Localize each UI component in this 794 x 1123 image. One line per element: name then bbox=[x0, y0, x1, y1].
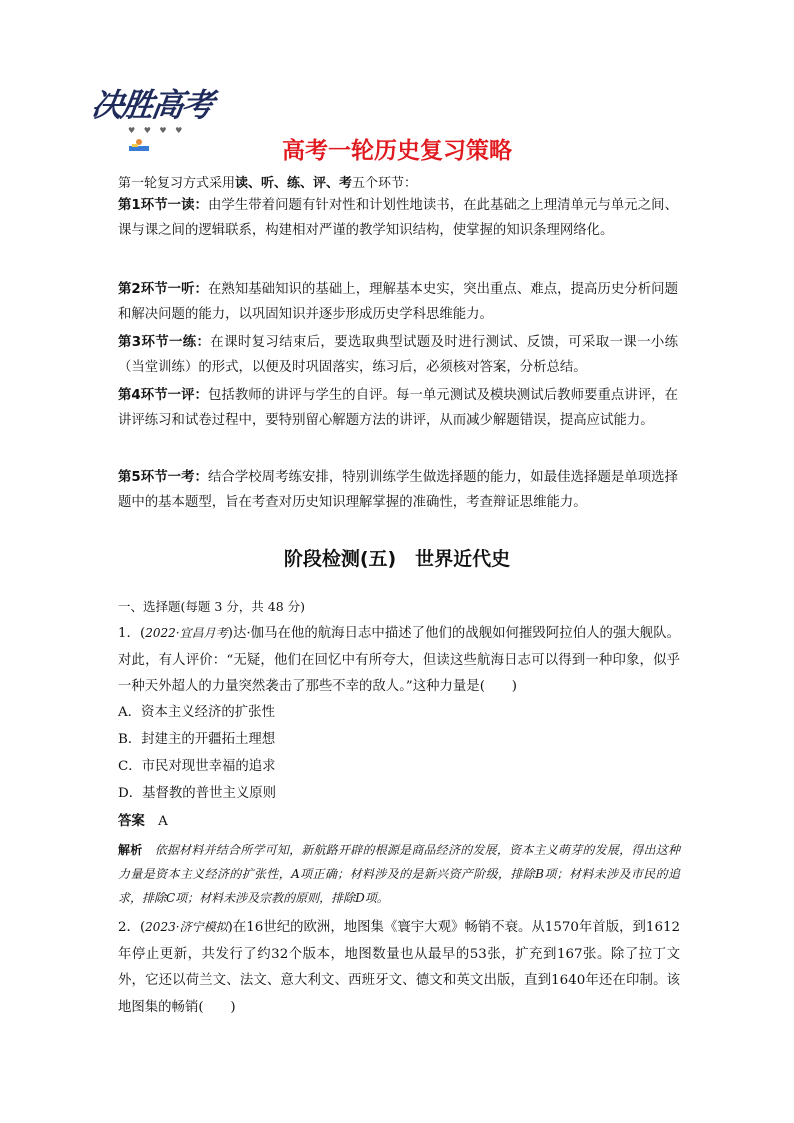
question-2-stem bbox=[118, 914, 680, 1021]
intro-line bbox=[118, 172, 417, 191]
analysis-label: 解析 bbox=[118, 843, 143, 857]
q-source: 2022·宜昌月考 bbox=[145, 626, 228, 640]
answer-value: A bbox=[158, 814, 168, 829]
q-source: 2023·济宁模拟 bbox=[145, 920, 228, 934]
step-label: 第1环节一读： bbox=[118, 198, 208, 213]
step-3 bbox=[118, 331, 678, 380]
step-text: 结合学校周考练安排，特别训练学生做选择题的能力，如最佳选择题是单项选择题中的基本题型，旨在考查对历史知识理解掌握的准确性，考查辩证思维能力。 bbox=[118, 470, 678, 510]
step-text: 在熟知基础知识的基础上，理解基本史实，突出重点、难点，提高历史分析问题和解决问题的能力，以巩固知识并逐步形成历史学科思维能力。 bbox=[118, 282, 678, 322]
intro-suffix: 五个环节： bbox=[352, 176, 418, 191]
step-text: 由学生带着问题有针对性和计划性地读书，在此基础之上理清单元与单元之间、课与课之间的逻辑联系，构建相对严谨的教学知识结构，使掌握的知识条理网络化。 bbox=[118, 198, 678, 238]
analysis-block bbox=[118, 838, 680, 910]
step-4 bbox=[118, 384, 678, 433]
page-title: 高考一轮历史复习策略 bbox=[282, 138, 512, 164]
logo-text: 决胜高考 bbox=[89, 86, 215, 124]
step-2 bbox=[118, 278, 678, 327]
answer-line bbox=[118, 809, 680, 836]
q-stem: )在16世纪的欧洲，地图集《寰宇大观》畅销不衰。从1570年首版，到1612年停止更新，共发行了约32个版本，地图数量也从最早的53张，扩充到167张。除了拉丁文外，它还以荷兰文、法文、意大利文、西班牙文、德文和英文出版，直到1640年还在印制。该地图集的畅销( ) bbox=[118, 920, 681, 1015]
intro-bold: 读、听、练、评、考 bbox=[235, 176, 353, 191]
step-text: 包括教师的讲评与学生的自评。每一单元测试及模块测试后教师要重点讲评，在讲评练习和试卷过程中，要特别留心解题方法的讲评，从而减少解题错误，提高应试能力。 bbox=[118, 388, 678, 428]
step-text: 在课时复习结束后，要选取典型试题及时进行测试、反馈，可采取一课一小练（当堂训练）的形式，以便及时巩固落实，练习后，必须核对答案，分析总结。 bbox=[118, 335, 678, 375]
step-1 bbox=[118, 194, 678, 243]
q-prefix: 1．( bbox=[118, 626, 146, 641]
step-label: 第2环节一听： bbox=[118, 282, 208, 297]
q-prefix: 2．( bbox=[118, 920, 146, 935]
step-5 bbox=[118, 466, 678, 515]
analysis-text: 依据材料并结合所学可知，新航路开辟的根源是商品经济的发展，资本主义萌芽的发展，得出这种力量是资本主义经济的扩张性，A项正确；材料涉及的是新兴资产阶级，排除B项；材料未涉及市民的追求，排除C项；材料未涉及宗教的原则，排除D项。 bbox=[118, 843, 680, 905]
option-b: B．封建主的开疆拓土理想 bbox=[118, 732, 276, 747]
step-label: 第5环节一考： bbox=[118, 470, 208, 485]
option-d: D．基督教的普世主义原则 bbox=[118, 786, 277, 801]
section-intro: 一、选择题(每题 3 分，共 48 分) bbox=[118, 599, 306, 614]
option-c: C．市民对现世幸福的追求 bbox=[118, 759, 276, 774]
answer-label: 答案 bbox=[118, 814, 145, 829]
step-label: 第3环节一练： bbox=[118, 335, 211, 350]
section-title: 阶段检测(五) 世界近代史 bbox=[283, 548, 511, 570]
intro-prefix: 第一轮复习方式采用 bbox=[118, 176, 236, 191]
question-1-stem bbox=[118, 620, 680, 701]
q-stem: )达·伽马在他的航海日志中描述了他们的战舰如何摧毁阿拉伯人的强大舰队。对此，有人评价：“无疑，他们在回忆中有所夸大，但读这些航海日志可以得到一种印象，似乎一种天外超人的力量突然袭击了那些不幸的敌人。”这种力量是( ) bbox=[118, 626, 681, 694]
option-a: A．资本主义经济的扩张性 bbox=[118, 705, 275, 720]
logo-subtext: ♥ ♥ ♥ ♥ bbox=[128, 126, 186, 135]
step-label: 第4环节一评： bbox=[118, 388, 208, 403]
